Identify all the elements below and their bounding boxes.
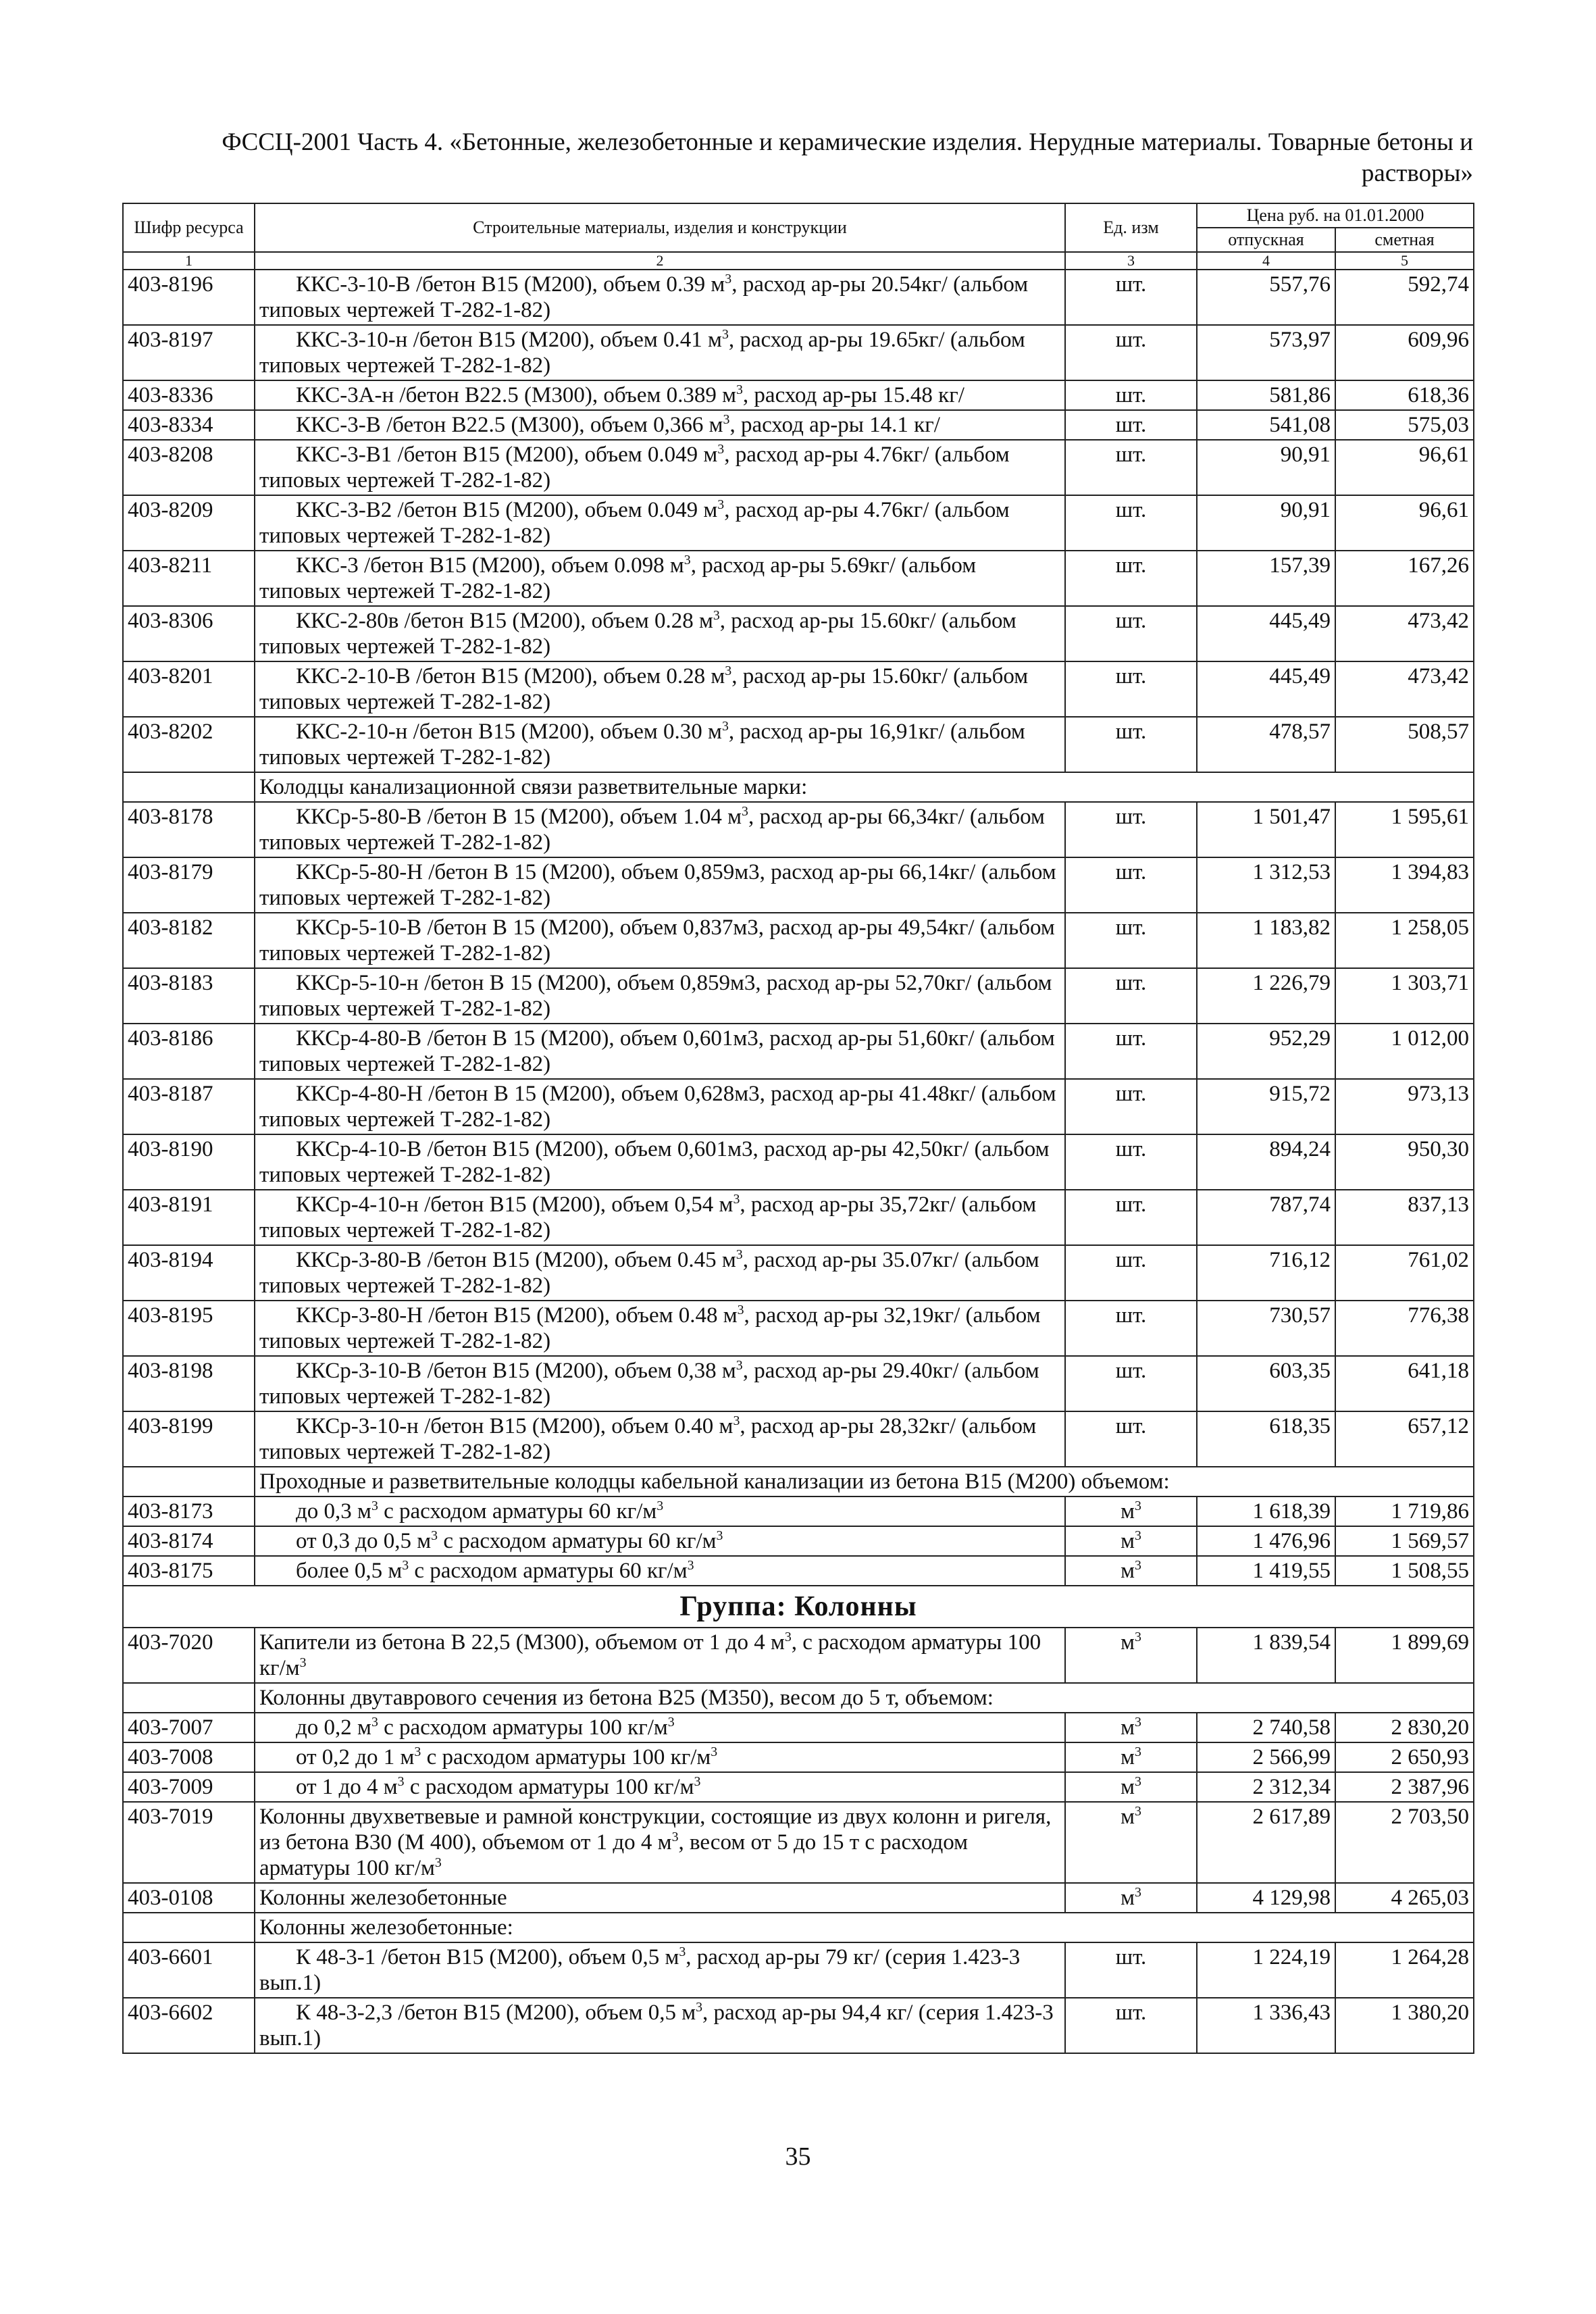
resource-code: 403-8334: [123, 410, 255, 440]
col-header-name: Строительные материалы, изделия и конструкции: [255, 203, 1065, 252]
item-description: ККСр-3-10-В /бетон В15 (М200), объем 0,38 $м^3$, расход ар-ры 29.40кг/ (альбом типовых чертежей Т-282-1-82): [255, 1356, 1065, 1411]
estimate-price: 2 387,96: [1335, 1772, 1474, 1802]
table-row: [123, 857, 1474, 913]
estimate-price: 1 303,71: [1335, 968, 1474, 1024]
estimate-price: 1 380,20: [1335, 1998, 1474, 2053]
resource-code: 403-8173: [123, 1496, 255, 1526]
unit-of-measure: $м^3$: [1065, 1742, 1197, 1772]
item-description: К 48-3-2,3 /бетон В15 (М200), объем 0,5 $м^3$, расход ар-ры 94,4 кг/ (серия 1.423-3 вып.1): [255, 1998, 1065, 2053]
unit-of-measure: шт.: [1065, 440, 1197, 495]
unit-of-measure: шт.: [1065, 1356, 1197, 1411]
header-title-continued: растворы»: [1361, 159, 1473, 187]
item-description: ККСр-3-80-Н /бетон В15 (М200), объем 0.48 $м^3$, расход ар-ры 32,19кг/ (альбом типовых чертежей Т-282-1-82): [255, 1301, 1065, 1356]
section-heading: Колонны двутаврового сечения из бетона В25 (М350), весом до 5 т, объемом:: [255, 1683, 1474, 1713]
col-header-price: Цена руб. на 01.01.2000: [1197, 203, 1474, 228]
release-price: 1 312,53: [1197, 857, 1335, 913]
item-description: ККС-3 /бетон В15 (М200), объем 0.098 $м^3$, расход ар-ры 5.69кг/ (альбом типовых чертежей Т-282-1-82): [255, 551, 1065, 606]
estimate-price: 96,61: [1335, 440, 1474, 495]
release-price: 2 312,34: [1197, 1772, 1335, 1802]
resource-code: 403-8179: [123, 857, 255, 913]
item-description: ККС-3-10-н /бетон В15 (М200), объем 0.41 $м^3$, расход ар-ры 19.65кг/ (альбом типовых чертежей Т-282-1-82): [255, 325, 1065, 380]
estimate-price: 1 719,86: [1335, 1496, 1474, 1526]
estimate-price: 167,26: [1335, 551, 1474, 606]
resource-code: 403-8196: [123, 270, 255, 325]
table-row: [123, 410, 1474, 440]
item-description: Колонны железобетонные: [255, 1883, 1065, 1913]
estimate-price: 618,36: [1335, 380, 1474, 410]
item-description: от 0,3 до 0,5 $м^3$ с расходом арматуры 60 $кг/м^3$: [255, 1526, 1065, 1556]
resource-code: 403-7007: [123, 1713, 255, 1742]
empty-cell: [123, 1467, 255, 1496]
empty-cell: [123, 1913, 255, 1942]
section-heading: Колонны железобетонные:: [255, 1913, 1474, 1942]
item-description: ККС-2-10-н /бетон В15 (М200), объем 0.30 $м^3$, расход ар-ры 16,91кг/ (альбом типовых чертежей Т-282-1-82): [255, 717, 1065, 772]
release-price: 2 617,89: [1197, 1802, 1335, 1883]
unit-of-measure: шт.: [1065, 1024, 1197, 1079]
table-row: [123, 1883, 1474, 1913]
item-description: ККС-2-10-В /бетон В15 (М200), объем 0.28 $м^3$, расход ар-ры 15.60кг/ (альбом типовых чертежей Т-282-1-82): [255, 661, 1065, 717]
table-row: [123, 1802, 1474, 1883]
release-price: 1 618,39: [1197, 1496, 1335, 1526]
estimate-price: 2 650,93: [1335, 1742, 1474, 1772]
release-price: 157,39: [1197, 551, 1335, 606]
table-row: [123, 1356, 1474, 1411]
resource-code: 403-8194: [123, 1245, 255, 1301]
item-description: ККСр-5-80-Н /бетон В 15 (М200), объем 0,859м3, расход ар-ры 66,14кг/ (альбом типовых чертежей Т-282-1-82): [255, 857, 1065, 913]
resource-code: 403-8191: [123, 1190, 255, 1245]
unit-of-measure: шт.: [1065, 661, 1197, 717]
estimate-price: 950,30: [1335, 1134, 1474, 1190]
resource-code: 403-8187: [123, 1079, 255, 1134]
estimate-price: 1 258,05: [1335, 913, 1474, 968]
estimate-price: 473,42: [1335, 661, 1474, 717]
unit-of-measure: $м^3$: [1065, 1556, 1197, 1586]
item-description: К 48-3-1 /бетон В15 (М200), объем 0,5 $м^3$, расход ар-ры 79 кг/ (серия 1.423-3 вып.1): [255, 1942, 1065, 1998]
resource-code: 403-7008: [123, 1742, 255, 1772]
release-price: 952,29: [1197, 1024, 1335, 1079]
table-row: [123, 1998, 1474, 2053]
item-description: до 0,2 $м^3$ с расходом арматуры 100 $кг/м^3$: [255, 1713, 1065, 1742]
release-price: 557,76: [1197, 270, 1335, 325]
release-price: 90,91: [1197, 495, 1335, 551]
unit-of-measure: шт.: [1065, 913, 1197, 968]
estimate-price: 2 703,50: [1335, 1802, 1474, 1883]
estimate-price: 761,02: [1335, 1245, 1474, 1301]
release-price: 4 129,98: [1197, 1883, 1335, 1913]
estimate-price: 1 569,57: [1335, 1526, 1474, 1556]
resource-code: 403-7019: [123, 1802, 255, 1883]
item-description: ККСр-3-80-В /бетон В15 (М200), объем 0.45 $м^3$, расход ар-ры 35.07кг/ (альбом типовых чертежей Т-282-1-82): [255, 1245, 1065, 1301]
resource-code: 403-8186: [123, 1024, 255, 1079]
unit-of-measure: шт.: [1065, 1942, 1197, 1998]
release-price: 573,97: [1197, 325, 1335, 380]
unit-of-measure: шт.: [1065, 1134, 1197, 1190]
release-price: 541,08: [1197, 410, 1335, 440]
resource-code: 403-8178: [123, 802, 255, 857]
table-row: [123, 661, 1474, 717]
release-price: 1 224,19: [1197, 1942, 1335, 1998]
item-description: от 1 до 4 $м^3$ с расходом арматуры 100 $кг/м^3$: [255, 1772, 1065, 1802]
item-description: Колонны двухветвевые и рамной конструкции, состоящие из двух колонн и ригеля, из бетона В30 (М 400), объемом от 1 до 4 $м^3$, весом от 5 до 15 т с расходом арматуры 100 $кг/м^3$: [255, 1802, 1065, 1883]
item-description: ККСр-5-10-н /бетон В 15 (М200), объем 0,859м3, расход ар-ры 52,70кг/ (альбом типовых чертежей Т-282-1-82): [255, 968, 1065, 1024]
item-description: ККС-3-10-В /бетон В15 (М200), объем 0.39 $м^3$, расход ар-ры 20.54кг/ (альбом типовых чертежей Т-282-1-82): [255, 270, 1065, 325]
table-row: [123, 1024, 1474, 1079]
col-header-release-price: отпускная: [1197, 228, 1335, 252]
unit-of-measure: $м^3$: [1065, 1713, 1197, 1742]
item-description: от 0,2 до 1 $м^3$ с расходом арматуры 100 $кг/м^3$: [255, 1742, 1065, 1772]
resource-code: 403-8199: [123, 1411, 255, 1467]
item-description: ККС-2-80в /бетон В15 (М200), объем 0.28 $м^3$, расход ар-ры 15.60кг/ (альбом типовых чертежей Т-282-1-82): [255, 606, 1065, 661]
release-price: 90,91: [1197, 440, 1335, 495]
item-description: ККСр-4-10-н /бетон В15 (М200), объем 0,54 $м^3$, расход ар-ры 35,72кг/ (альбом типовых чертежей Т-282-1-82): [255, 1190, 1065, 1245]
section-row: [123, 1683, 1474, 1713]
unit-of-measure: шт.: [1065, 1301, 1197, 1356]
table-row: [123, 802, 1474, 857]
estimate-price: 4 265,03: [1335, 1883, 1474, 1913]
release-price: 581,86: [1197, 380, 1335, 410]
col-header-code: Шифр ресурса: [123, 203, 255, 252]
unit-of-measure: шт.: [1065, 410, 1197, 440]
estimate-price: 1 595,61: [1335, 802, 1474, 857]
estimate-price: 609,96: [1335, 325, 1474, 380]
section-heading: Колодцы канализационной связи разветвительные марки:: [255, 772, 1474, 802]
table-row: [123, 1772, 1474, 1802]
release-price: 1 476,96: [1197, 1526, 1335, 1556]
resource-code: 403-6601: [123, 1942, 255, 1998]
estimate-price: 973,13: [1335, 1079, 1474, 1134]
table-row: [123, 1742, 1474, 1772]
resource-code: 403-8202: [123, 717, 255, 772]
table-row: [123, 913, 1474, 968]
unit-of-measure: шт.: [1065, 551, 1197, 606]
table-row: [123, 968, 1474, 1024]
group-heading: Группа: Колонны: [123, 1586, 1474, 1628]
unit-of-measure: шт.: [1065, 1079, 1197, 1134]
estimate-price: 1 899,69: [1335, 1628, 1474, 1683]
col-number: 5: [1335, 252, 1474, 270]
table-row: [123, 325, 1474, 380]
unit-of-measure: шт.: [1065, 1998, 1197, 2053]
release-price: 1 501,47: [1197, 802, 1335, 857]
unit-of-measure: шт.: [1065, 717, 1197, 772]
resource-code: 403-7020: [123, 1628, 255, 1683]
release-price: 787,74: [1197, 1190, 1335, 1245]
group-row: [123, 1586, 1474, 1628]
item-description: ККСр-4-80-В /бетон В 15 (М200), объем 0,601м3, расход ар-ры 51,60кг/ (альбом типовых чертежей Т-282-1-82): [255, 1024, 1065, 1079]
unit-of-measure: $м^3$: [1065, 1883, 1197, 1913]
resource-code: 403-8190: [123, 1134, 255, 1190]
section-row: [123, 772, 1474, 802]
unit-of-measure: $м^3$: [1065, 1802, 1197, 1883]
estimate-price: 1 394,83: [1335, 857, 1474, 913]
estimate-price: 592,74: [1335, 270, 1474, 325]
release-price: 1 183,82: [1197, 913, 1335, 968]
release-price: 730,57: [1197, 1301, 1335, 1356]
table-row: [123, 1942, 1474, 1998]
unit-of-measure: шт.: [1065, 270, 1197, 325]
resource-code: 403-8209: [123, 495, 255, 551]
release-price: 1 419,55: [1197, 1556, 1335, 1586]
unit-of-measure: $м^3$: [1065, 1496, 1197, 1526]
release-price: 1 336,43: [1197, 1998, 1335, 2053]
estimate-price: 1 508,55: [1335, 1556, 1474, 1586]
item-description: ККС-3-В /бетон В22.5 (М300), объем 0,366 $м^3$, расход ар-ры 14.1 кг/: [255, 410, 1065, 440]
estimate-price: 837,13: [1335, 1190, 1474, 1245]
item-description: ККСр-5-80-В /бетон В 15 (М200), объем 1.04 $м^3$, расход ар-ры 66,34кг/ (альбом типовых чертежей Т-282-1-82): [255, 802, 1065, 857]
unit-of-measure: шт.: [1065, 802, 1197, 857]
table-row: [123, 1301, 1474, 1356]
item-description: Капители из бетона В 22,5 (М300), объемом от 1 до 4 $м^3$, с расходом арматуры 100 $кг/м^3$: [255, 1628, 1065, 1683]
col-header-unit: Ед. изм: [1065, 203, 1197, 252]
unit-of-measure: шт.: [1065, 1245, 1197, 1301]
release-price: 1 839,54: [1197, 1628, 1335, 1683]
estimate-price: 1 012,00: [1335, 1024, 1474, 1079]
table-row: [123, 1713, 1474, 1742]
table-row: [123, 1245, 1474, 1301]
release-price: 915,72: [1197, 1079, 1335, 1134]
estimate-price: 2 830,20: [1335, 1713, 1474, 1742]
table-row: [123, 1411, 1474, 1467]
item-description: ККС-3-В2 /бетон В15 (М200), объем 0.049 $м^3$, расход ар-ры 4.76кг/ (альбом типовых чертежей Т-282-1-82): [255, 495, 1065, 551]
header-title: ФССЦ-2001 Часть 4. «Бетонные, железобетонные и керамические изделия. Нерудные материалы. Товарные бетоны и: [222, 128, 1473, 156]
table-head: [123, 203, 1474, 270]
empty-cell: [123, 1683, 255, 1713]
resource-code: 403-8211: [123, 551, 255, 606]
release-price: 2 566,99: [1197, 1742, 1335, 1772]
table-row: [123, 270, 1474, 325]
estimate-price: 473,42: [1335, 606, 1474, 661]
item-description: ККСр-3-10-н /бетон В15 (М200), объем 0.40 $м^3$, расход ар-ры 28,32кг/ (альбом типовых чертежей Т-282-1-82): [255, 1411, 1065, 1467]
table-row: [123, 551, 1474, 606]
item-description: более 0,5 $м^3$ с расходом арматуры 60 $кг/м^3$: [255, 1556, 1065, 1586]
section-row: [123, 1913, 1474, 1942]
resource-code: 403-8197: [123, 325, 255, 380]
table-row: [123, 1556, 1474, 1586]
table-row: [123, 1628, 1474, 1683]
table-row: [123, 606, 1474, 661]
table-body: [123, 270, 1474, 2053]
release-price: 603,35: [1197, 1356, 1335, 1411]
unit-of-measure: $м^3$: [1065, 1628, 1197, 1683]
price-table: [122, 203, 1474, 2054]
estimate-price: 657,12: [1335, 1411, 1474, 1467]
page-number: 35: [785, 2142, 811, 2171]
resource-code: 403-7009: [123, 1772, 255, 1802]
empty-cell: [123, 772, 255, 802]
col-number: 3: [1065, 252, 1197, 270]
release-price: 2 740,58: [1197, 1713, 1335, 1742]
item-description: ККС-3А-н /бетон В22.5 (М300), объем 0.389 $м^3$, расход ар-ры 15.48 кг/: [255, 380, 1065, 410]
col-number: 1: [123, 252, 255, 270]
unit-of-measure: шт.: [1065, 606, 1197, 661]
unit-of-measure: шт.: [1065, 1190, 1197, 1245]
resource-code: 403-8182: [123, 913, 255, 968]
resource-code: 403-8201: [123, 661, 255, 717]
release-price: 1 226,79: [1197, 968, 1335, 1024]
table-row: [123, 1079, 1474, 1134]
resource-code: 403-6602: [123, 1998, 255, 2053]
col-number: 4: [1197, 252, 1335, 270]
resource-code: 403-8208: [123, 440, 255, 495]
table-row: [123, 717, 1474, 772]
item-description: ККСр-4-80-Н /бетон В 15 (М200), объем 0,628м3, расход ар-ры 41.48кг/ (альбом типовых чертежей Т-282-1-82): [255, 1079, 1065, 1134]
unit-of-measure: шт.: [1065, 495, 1197, 551]
section-row: [123, 1467, 1474, 1496]
item-description: до 0,3 $м^3$ с расходом арматуры 60 $кг/м^3$: [255, 1496, 1065, 1526]
table-row: [123, 1496, 1474, 1526]
release-price: 894,24: [1197, 1134, 1335, 1190]
table-row: [123, 1526, 1474, 1556]
estimate-price: 1 264,28: [1335, 1942, 1474, 1998]
resource-code: 403-8306: [123, 606, 255, 661]
table-row: [123, 380, 1474, 410]
resource-code: 403-8174: [123, 1526, 255, 1556]
table-row: [123, 1134, 1474, 1190]
estimate-price: 641,18: [1335, 1356, 1474, 1411]
resource-code: 403-8195: [123, 1301, 255, 1356]
release-price: 618,35: [1197, 1411, 1335, 1467]
item-description: ККС-3-В1 /бетон В15 (М200), объем 0.049 $м^3$, расход ар-ры 4.76кг/ (альбом типовых чертежей Т-282-1-82): [255, 440, 1065, 495]
resource-code: 403-8198: [123, 1356, 255, 1411]
release-price: 445,49: [1197, 661, 1335, 717]
table-row: [123, 440, 1474, 495]
unit-of-measure: $м^3$: [1065, 1526, 1197, 1556]
col-number: 2: [255, 252, 1065, 270]
item-description: ККСр-5-10-В /бетон В 15 (М200), объем 0,837м3, расход ар-ры 49,54кг/ (альбом типовых чертежей Т-282-1-82): [255, 913, 1065, 968]
unit-of-measure: шт.: [1065, 1411, 1197, 1467]
estimate-price: 575,03: [1335, 410, 1474, 440]
unit-of-measure: шт.: [1065, 325, 1197, 380]
unit-of-measure: шт.: [1065, 380, 1197, 410]
resource-code: 403-8336: [123, 380, 255, 410]
estimate-price: 776,38: [1335, 1301, 1474, 1356]
table-row: [123, 495, 1474, 551]
release-price: 478,57: [1197, 717, 1335, 772]
estimate-price: 508,57: [1335, 717, 1474, 772]
resource-code: 403-0108: [123, 1883, 255, 1913]
unit-of-measure: шт.: [1065, 968, 1197, 1024]
unit-of-measure: $м^3$: [1065, 1772, 1197, 1802]
item-description: ККСр-4-10-В /бетон В15 (М200), объем 0,601м3, расход ар-ры 42,50кг/ (альбом типовых чертежей Т-282-1-82): [255, 1134, 1065, 1190]
estimate-price: 96,61: [1335, 495, 1474, 551]
col-header-estimate-price: сметная: [1335, 228, 1474, 252]
table-row: [123, 1190, 1474, 1245]
page-header: [122, 127, 1473, 189]
resource-code: 403-8175: [123, 1556, 255, 1586]
release-price: 445,49: [1197, 606, 1335, 661]
unit-of-measure: шт.: [1065, 857, 1197, 913]
resource-code: 403-8183: [123, 968, 255, 1024]
release-price: 716,12: [1197, 1245, 1335, 1301]
section-heading: Проходные и разветвительные колодцы кабельной канализации из бетона В15 (М200) объемом:: [255, 1467, 1474, 1496]
